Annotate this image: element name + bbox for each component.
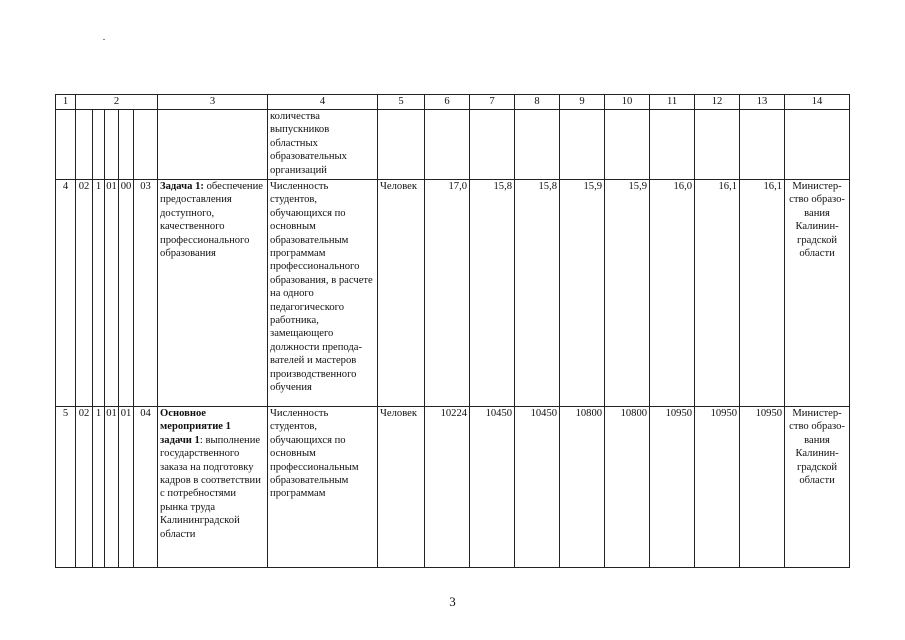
col-header-4: 4 xyxy=(268,95,378,110)
name-bold: Задача 1: xyxy=(160,181,204,192)
col-header-14: 14 xyxy=(785,95,850,110)
value-cell: 16,1 xyxy=(695,180,740,407)
value-cell: 10950 xyxy=(695,407,740,568)
value-cell: 10800 xyxy=(560,407,605,568)
col-header-13: 13 xyxy=(740,95,785,110)
indicator-cell: Численность студентов, обучающихся по основным образовательным программам профессионального образования, в расчете на одного педагогического работника, замещающего должности препода-вателей и мастеров производственного обучения xyxy=(268,180,378,407)
col-header-7: 7 xyxy=(470,95,515,110)
column-number-row xyxy=(56,95,850,110)
row-number: 5 xyxy=(56,407,76,568)
value-cell: 10450 xyxy=(470,407,515,568)
code-cell: 02 xyxy=(76,180,93,407)
indicator-cell: количества выпускников областных образовательных организаций xyxy=(268,110,378,180)
code-cell: 03 xyxy=(134,180,158,407)
program-indicators-table xyxy=(55,94,850,568)
value-cell: 10450 xyxy=(515,407,560,568)
scan-speck xyxy=(103,39,105,40)
col-header-1: 1 xyxy=(56,95,76,110)
col-header-10: 10 xyxy=(605,95,650,110)
table-row-continuation xyxy=(56,110,850,180)
code-cell: 04 xyxy=(134,407,158,568)
name-rest: : выполнение государственного заказа на подготовку кадров в соответствии с потребностями рынка труда Калининградской области xyxy=(160,434,261,540)
value-cell: 10950 xyxy=(650,407,695,568)
value-cell: 15,8 xyxy=(515,180,560,407)
responsible-cell: Министер-ство образо-вания Калинин-градской области xyxy=(785,407,850,568)
unit-cell: Человек xyxy=(378,407,425,568)
col-header-6: 6 xyxy=(425,95,470,110)
code-cell: 1 xyxy=(93,407,105,568)
table-row xyxy=(56,180,850,407)
col-header-11: 11 xyxy=(650,95,695,110)
col-header-8: 8 xyxy=(515,95,560,110)
code-cell: 01 xyxy=(105,407,119,568)
value-cell: 17,0 xyxy=(425,180,470,407)
col-header-2: 2 xyxy=(76,95,158,110)
code-cell: 01 xyxy=(119,407,134,568)
name-cell xyxy=(158,180,268,407)
responsible-cell: Министер-ство образо-вания Калинин-градской области xyxy=(785,180,850,407)
value-cell: 10800 xyxy=(605,407,650,568)
value-cell: 15,9 xyxy=(605,180,650,407)
page-number: 3 xyxy=(449,594,456,609)
value-cell: 15,9 xyxy=(560,180,605,407)
name-rest: обеспечение предоставления доступного, качественного профессионального образования xyxy=(160,181,263,260)
name-bold: Основное мероприятие 1 задачи 1 xyxy=(160,408,231,446)
col-header-12: 12 xyxy=(695,95,740,110)
code-cell: 1 xyxy=(93,180,105,407)
name-cell xyxy=(158,407,268,568)
value-cell: 16,1 xyxy=(740,180,785,407)
col-header-3: 3 xyxy=(158,95,268,110)
table-row xyxy=(56,407,850,568)
value-cell: 15,8 xyxy=(470,180,515,407)
value-cell: 10950 xyxy=(740,407,785,568)
code-cell: 00 xyxy=(119,180,134,407)
code-cell: 01 xyxy=(105,180,119,407)
indicator-cell: Численность студентов, обучающихся по основным профессиональным образовательным программам xyxy=(268,407,378,568)
value-cell: 16,0 xyxy=(650,180,695,407)
col-header-9: 9 xyxy=(560,95,605,110)
value-cell: 10224 xyxy=(425,407,470,568)
code-cell: 02 xyxy=(76,407,93,568)
unit-cell: Человек xyxy=(378,180,425,407)
row-number: 4 xyxy=(56,180,76,407)
col-header-5: 5 xyxy=(378,95,425,110)
